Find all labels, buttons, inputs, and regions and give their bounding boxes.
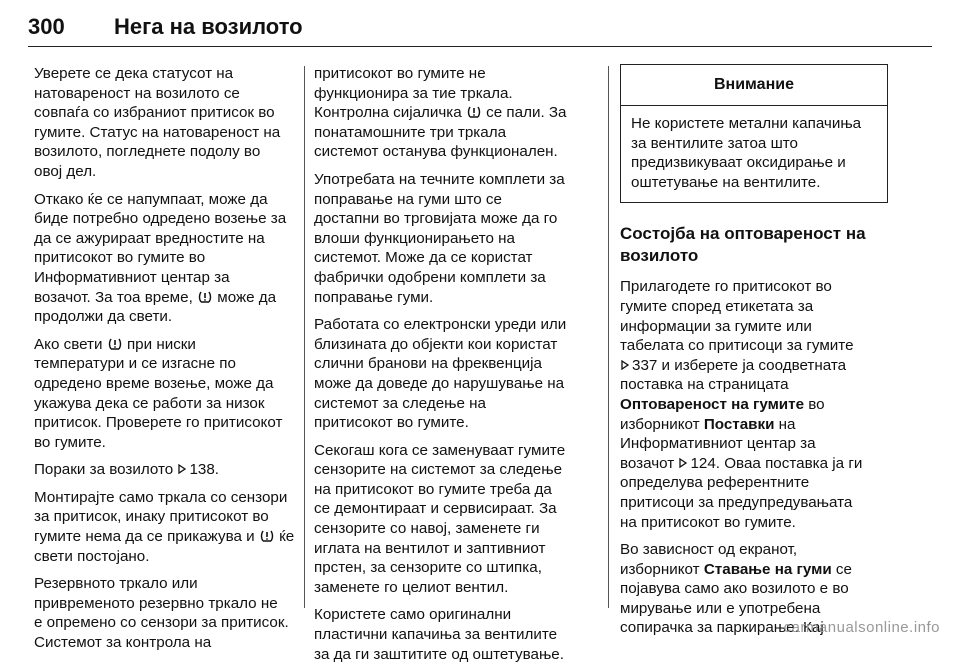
text-line: Откако ќе се напумпаат, може да xyxy=(34,190,268,208)
paragraph xyxy=(34,574,296,652)
text-line: на притисокот во гумите треба да xyxy=(314,480,552,498)
text-fragment: возачот. За тоа време, xyxy=(34,288,193,306)
text-line: Користете само оригинални xyxy=(314,606,512,624)
text-fragment: возачот xyxy=(620,454,675,472)
text-line: е опремено со сензори за притисок. xyxy=(34,614,289,632)
text-fragment: ќе xyxy=(279,528,295,546)
text-line: достапни во трговијата може да го xyxy=(314,210,558,228)
text-line: притисокот во гумите не xyxy=(314,65,486,82)
text-line: возилото, погледнете подолу во xyxy=(34,143,261,161)
text-line: функционира за тие тркала. xyxy=(314,84,513,102)
text-line: притисокот во гумите. xyxy=(314,414,469,432)
text-line: возилото xyxy=(620,246,699,266)
text-line: температури и се изгасне по xyxy=(34,355,236,373)
text-line: системот. Може да се користат xyxy=(314,249,533,267)
menu-name: Оптовареност на гумите xyxy=(620,395,805,413)
text-fragment: изборникот xyxy=(620,415,704,433)
text-fragment: Ако свети xyxy=(34,335,103,353)
text-line: иглата на вентилот и заптивниот xyxy=(314,539,546,557)
text-line: за притисок, инаку притисокот во xyxy=(34,508,269,526)
text-line: привременото резервно тркало не xyxy=(34,594,278,612)
paragraph xyxy=(34,64,296,182)
text-line: определува референтните xyxy=(620,474,810,492)
paragraph xyxy=(314,64,594,162)
text-line: гумите. Статус на натовареност на xyxy=(34,123,281,141)
text-line: за да ги заштитите од оштетување. xyxy=(314,645,564,663)
text-line: гумите според етикетата за xyxy=(620,297,814,315)
page-reference: 138. xyxy=(189,461,220,479)
text-line: Информативниот центар за xyxy=(620,435,816,453)
reference-arrow-icon xyxy=(177,463,187,475)
text-fragment: може да xyxy=(217,288,277,306)
text-line: притисокот во гумите во xyxy=(34,249,206,267)
text-line: сензорите на системот за следење xyxy=(314,461,563,479)
text-line: во гумите. xyxy=(34,433,106,451)
text-line: мирување или е употребена xyxy=(620,599,821,617)
text-line: продолжи да свети. xyxy=(34,308,173,326)
paragraph xyxy=(314,315,594,433)
paragraph xyxy=(314,605,594,664)
text-fragment: во xyxy=(804,395,825,413)
column-left xyxy=(34,64,296,661)
text-line: табелата со притисоци за гумите xyxy=(620,337,854,355)
reference-arrow-icon xyxy=(678,457,688,469)
text-line: пластични капачиња за вентилите xyxy=(314,626,558,644)
page-number: 300 xyxy=(28,14,65,39)
text-line: системот останува функционален. xyxy=(314,143,558,161)
text-fragment: 337 и изберете ја соодветната xyxy=(632,356,847,374)
cross-reference[interactable] xyxy=(34,460,296,480)
text-line: Информативниот центар за xyxy=(34,268,230,286)
paragraph xyxy=(34,488,296,566)
text-line: прстен, за сензорите со штипка, xyxy=(314,559,542,577)
column-right xyxy=(620,64,888,646)
text-fragment: на xyxy=(774,415,796,433)
text-line: фабрички одобрени комплети за xyxy=(314,268,546,286)
text-line: поправање на гуми што се xyxy=(314,190,502,208)
text-line: совпаѓа со избраниот притисок во xyxy=(34,104,275,122)
caution-box xyxy=(620,64,888,203)
page-title: Нега на возилото xyxy=(114,14,303,39)
paragraph xyxy=(34,460,296,480)
text-line: влоши функционирањето на xyxy=(314,229,515,247)
text-line: Состојба на оптовареност на xyxy=(620,224,866,244)
cross-reference[interactable] xyxy=(620,356,888,376)
caution-title: Внимание xyxy=(621,65,887,106)
text-fragment: 124. Оваа поставка ја ги xyxy=(690,454,863,472)
text-line: Не користете метални капачиња xyxy=(631,115,862,132)
text-line: свети постојано. xyxy=(34,547,150,565)
paragraph xyxy=(314,441,594,598)
text-line xyxy=(620,415,888,435)
text-line: притисоци за предупредувањата xyxy=(620,493,853,511)
reference-arrow-icon xyxy=(620,359,630,371)
text-line: заменете го целиот вентил. xyxy=(314,578,509,596)
column-divider xyxy=(304,66,305,608)
column-middle xyxy=(314,64,594,672)
text-line: Употребата на течните комплети за xyxy=(314,170,565,188)
paragraph xyxy=(34,335,296,453)
text-line: се демонтираат и сервисираат. За xyxy=(314,500,557,518)
text-fragment: се пали. За xyxy=(486,104,567,122)
text-line: поправање гуми. xyxy=(314,288,434,306)
text-line xyxy=(34,527,296,547)
text-line: за вентилите затоа што xyxy=(631,134,798,152)
text-fragment: гумите нема да се прикажува и xyxy=(34,528,255,546)
tire-pressure-warning-icon xyxy=(260,529,274,543)
text-line: близината до објекти кои користат xyxy=(314,335,558,353)
page-header xyxy=(28,14,932,47)
text-line: Во зависност од екранот, xyxy=(620,541,798,559)
text-line: биде потребно одредено возење за xyxy=(34,210,287,228)
text-line: понатамошните три тркала xyxy=(314,123,507,141)
text-line: да се ажурираат вредностите на xyxy=(34,229,265,247)
cross-reference[interactable] xyxy=(620,454,888,474)
tire-pressure-warning-icon xyxy=(108,337,122,351)
tire-pressure-warning-icon xyxy=(467,105,481,119)
text-line xyxy=(34,288,296,308)
text-line: Работата со електронски уреди или xyxy=(314,316,567,334)
column-divider xyxy=(608,66,609,608)
text-line: Системот за контрола на xyxy=(34,634,212,652)
text-line: појавува само ако возилото е во xyxy=(620,580,849,598)
text-line: Резервното тркало или xyxy=(34,575,198,593)
text-line: Монтирајте само тркала со сензори xyxy=(34,488,288,506)
text-fragment: при ниски xyxy=(126,335,196,353)
text-line: информации за гумите или xyxy=(620,317,812,335)
text-line: поставка на страницата xyxy=(620,376,789,394)
text-line: на притисокот во гумите. xyxy=(620,513,796,531)
menu-name: Ставање на гуми xyxy=(703,560,832,578)
text-line: системот за следење на xyxy=(314,394,486,412)
watermark: carmanualsonline.info xyxy=(783,619,940,636)
text-line: притисок. Проверете го притисокот xyxy=(34,414,283,432)
text-fragment: изборникот xyxy=(620,560,704,578)
text-line: може да доведе до нарушување на xyxy=(314,374,565,392)
menu-name: Поставки xyxy=(703,415,775,433)
text-fragment: Пораки за возилото xyxy=(34,461,174,479)
text-line: сензорите со навој, заменете ги xyxy=(314,520,540,538)
text-line: одредено време возење, може да xyxy=(34,374,274,392)
caution-text xyxy=(621,106,887,202)
text-line xyxy=(620,560,888,580)
text-line xyxy=(620,395,888,415)
text-fragment: Контролна сијаличка xyxy=(314,104,462,122)
text-line: Уверете се дека статусот на xyxy=(34,65,234,82)
text-line: предизвикуваат оксидирање и xyxy=(631,154,846,172)
paragraph xyxy=(34,190,296,327)
paragraph xyxy=(620,277,888,532)
text-line: слични бранови на фреквенција xyxy=(314,355,542,373)
section-heading xyxy=(620,223,888,267)
paragraph xyxy=(314,170,594,307)
text-line: оштетување на вентилите. xyxy=(631,173,821,191)
tire-pressure-warning-icon xyxy=(198,290,212,304)
text-line: сопирачка за паркирање. Кај xyxy=(620,619,824,637)
text-fragment: се xyxy=(831,560,852,578)
text-line: Секогаш кога се заменуваат гумите xyxy=(314,441,566,459)
text-line xyxy=(34,335,296,355)
text-line: укажува дека се работи за низок xyxy=(34,394,265,412)
text-line xyxy=(314,103,594,123)
text-line: Прилагодете го притисокот во xyxy=(620,278,832,296)
text-line: овој дел. xyxy=(34,162,97,180)
text-line: натовареност на возилото се xyxy=(34,84,240,102)
